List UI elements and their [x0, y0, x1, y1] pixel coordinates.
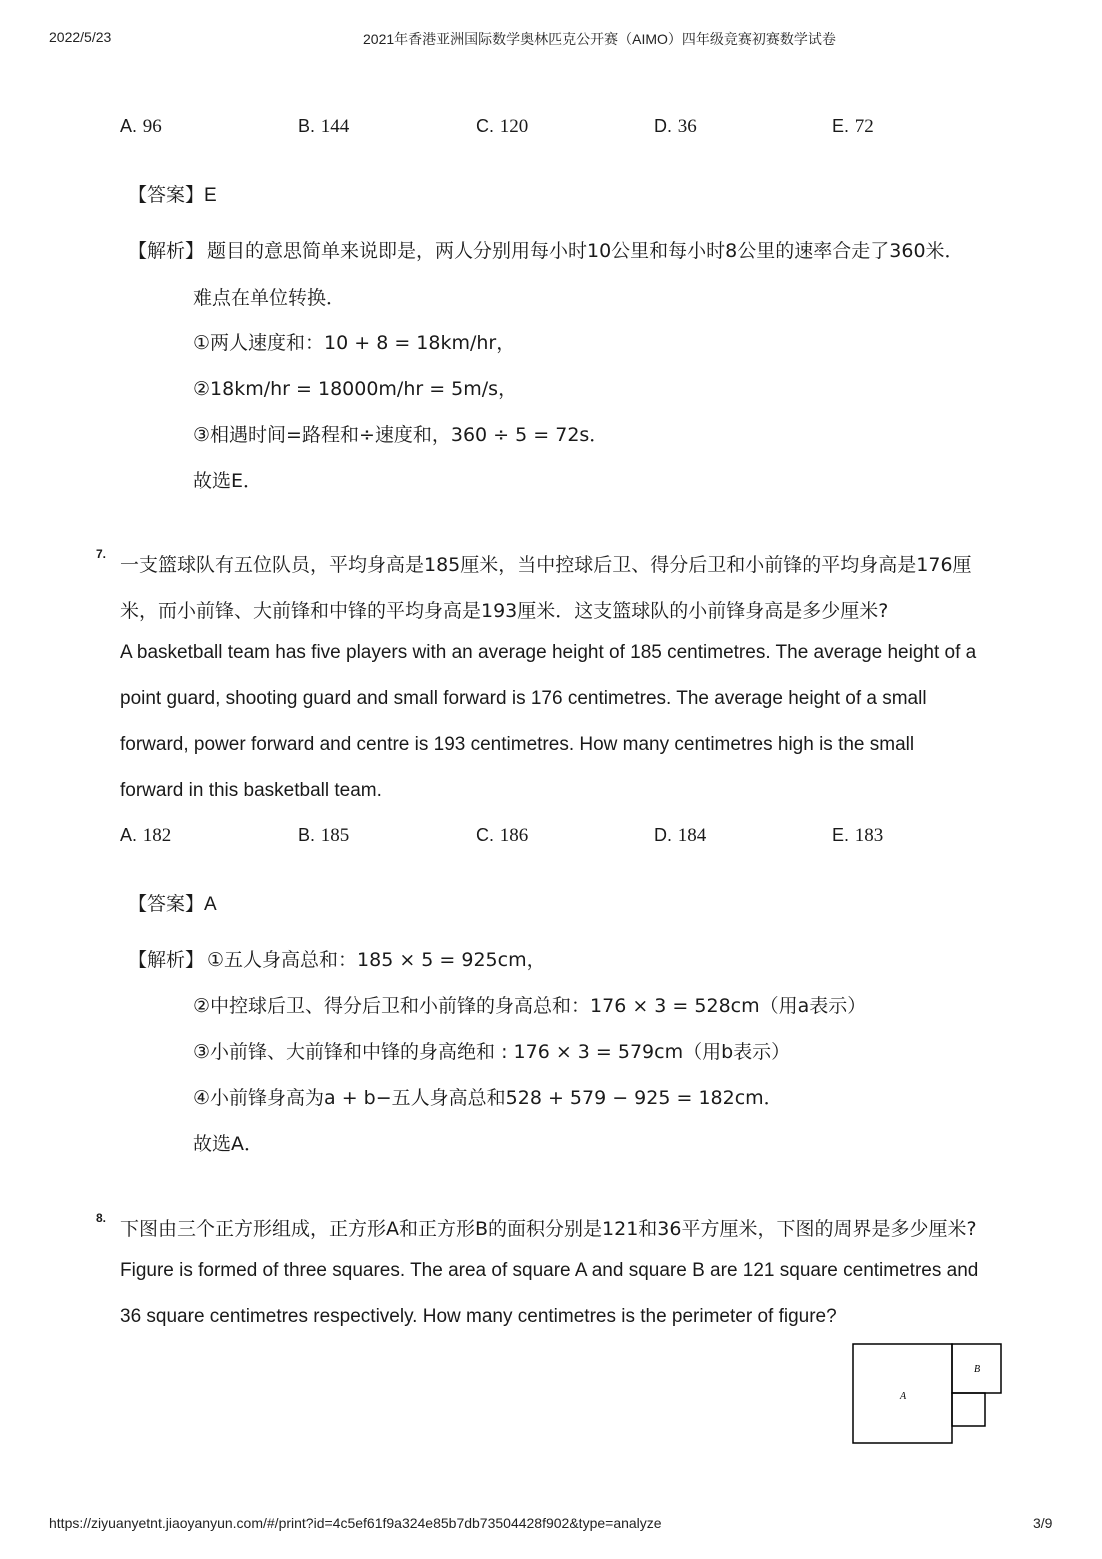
q6-analysis-line: ①两人速度和：10 + 8 = 18km/hr， — [193, 332, 516, 354]
q7-analysis-line: ④小前锋身高为a + b−五人身高总和528 + 579 − 925 = 182cm． — [193, 1087, 783, 1109]
q7-text-en: point guard, shooting guard and small forward is 176 centimetres. The average height of a small — [120, 688, 927, 709]
q6-analysis-line: 难点在单位转换． — [193, 287, 346, 309]
option-value: 184 — [677, 825, 707, 846]
option-value: 72 — [854, 116, 874, 137]
option-value: 144 — [320, 116, 350, 137]
q6-analysis-line: 故选E． — [193, 470, 263, 492]
q6-analysis-line: 题目的意思简单来说即是，两人分别用每小时10公里和每小时8公里的速率合走了360米． — [207, 240, 964, 262]
q7-option-c — [476, 825, 528, 847]
q7-text-en: forward, power forward and centre is 193 centimetres. How many centimetres high is the small — [120, 734, 915, 755]
square-c — [952, 1393, 985, 1426]
q7-text-cn: 一支篮球队有五位队员，平均身高是185厘米，当中控球后卫、得分后卫和小前锋的平均身高是176厘 — [120, 554, 972, 576]
q7-text-en: A basketball team has five players with an average height of 185 centimetres. The average height of a — [120, 642, 977, 663]
square-a-label: A — [899, 1391, 907, 1402]
q6-analysis-label: 【解析】 — [128, 240, 205, 262]
option-value: 36 — [677, 116, 697, 137]
page-header-title: 2021年香港亚洲国际数学奥林匹克公开赛（AIMO）四年级竞赛初赛数学试卷 — [363, 31, 836, 47]
q6-option-d — [654, 116, 697, 138]
q6-option-c — [476, 116, 528, 138]
option-value: 183 — [854, 825, 884, 846]
question-number: 8. — [96, 1211, 107, 1225]
q8-text-cn: 下图由三个正方形组成，正方形A和正方形B的面积分别是121和36平方厘米，下图的周界是多少厘米? — [120, 1218, 977, 1240]
q7-analysis-label: 【解析】 — [128, 949, 205, 971]
option-value: 96 — [142, 116, 162, 137]
answer-label: 【答案】 — [128, 893, 205, 915]
square-b-label: B — [973, 1364, 981, 1375]
option-letter: D. — [654, 116, 672, 136]
q8-text-en: 36 square centimetres respectively. How many centimetres is the perimeter of figure? — [120, 1306, 837, 1327]
option-letter: A. — [120, 116, 138, 136]
option-letter: A. — [120, 825, 138, 845]
q6-option-e — [832, 116, 874, 138]
option-value: 182 — [142, 825, 172, 846]
option-letter: E. — [832, 825, 850, 845]
option-value: 120 — [499, 116, 529, 137]
option-letter: B. — [298, 825, 316, 845]
q7-analysis-line: ③小前锋、大前锋和中锋的身高绝和 : 176 × 3 = 579cm（用b表示） — [193, 1041, 791, 1063]
q7-option-e — [832, 825, 883, 847]
q7-text-en: forward in this basketball team. — [120, 780, 382, 801]
q6-option-a — [120, 116, 162, 138]
page-number: 3/9 — [1033, 1515, 1053, 1531]
answer-value: E — [204, 185, 217, 206]
option-letter: D. — [654, 825, 672, 845]
q6-answer — [128, 180, 217, 207]
squares-figure — [852, 1343, 1004, 1447]
q7-option-a — [120, 825, 171, 847]
option-value: 186 — [499, 825, 529, 846]
q7-option-b — [298, 825, 349, 847]
q6-analysis-line: ③相遇时间=路程和÷速度和，360 ÷ 5 = 72s． — [193, 424, 609, 446]
q8-text-en: Figure is formed of three squares. The area of square A and square B are 121 square centimetres and — [120, 1260, 979, 1281]
answer-value: A — [204, 894, 217, 915]
print-date: 2022/5/23 — [49, 29, 112, 45]
option-letter: E. — [832, 116, 850, 136]
option-letter: C. — [476, 116, 494, 136]
answer-label: 【答案】 — [128, 184, 205, 206]
option-letter: B. — [298, 116, 316, 136]
q6-analysis-line: ②18km/hr = 18000m/hr = 5m/s， — [193, 378, 518, 400]
option-value: 185 — [320, 825, 350, 846]
q7-text-cn: 米，而小前锋、大前锋和中锋的平均身高是193厘米．这支篮球队的小前锋身高是多少厘米? — [120, 600, 889, 622]
q7-analysis-line: ①五人身高总和：185 × 5 = 925cm， — [207, 949, 546, 971]
q7-analysis-line: 故选A． — [193, 1133, 263, 1155]
q6-option-b — [298, 116, 349, 138]
q7-option-d — [654, 825, 706, 847]
option-letter: C. — [476, 825, 494, 845]
footer-url: https://ziyuanyetnt.jiaoyanyun.com/#/print?id=4c5ef61f9a324e85b7db73504428f902&type=analyze — [49, 1515, 662, 1531]
q7-analysis-line: ②中控球后卫、得分后卫和小前锋的身高总和：176 × 3 = 528cm（用a表示） — [193, 995, 867, 1017]
question-number: 7. — [96, 547, 107, 561]
q7-answer — [128, 889, 217, 916]
